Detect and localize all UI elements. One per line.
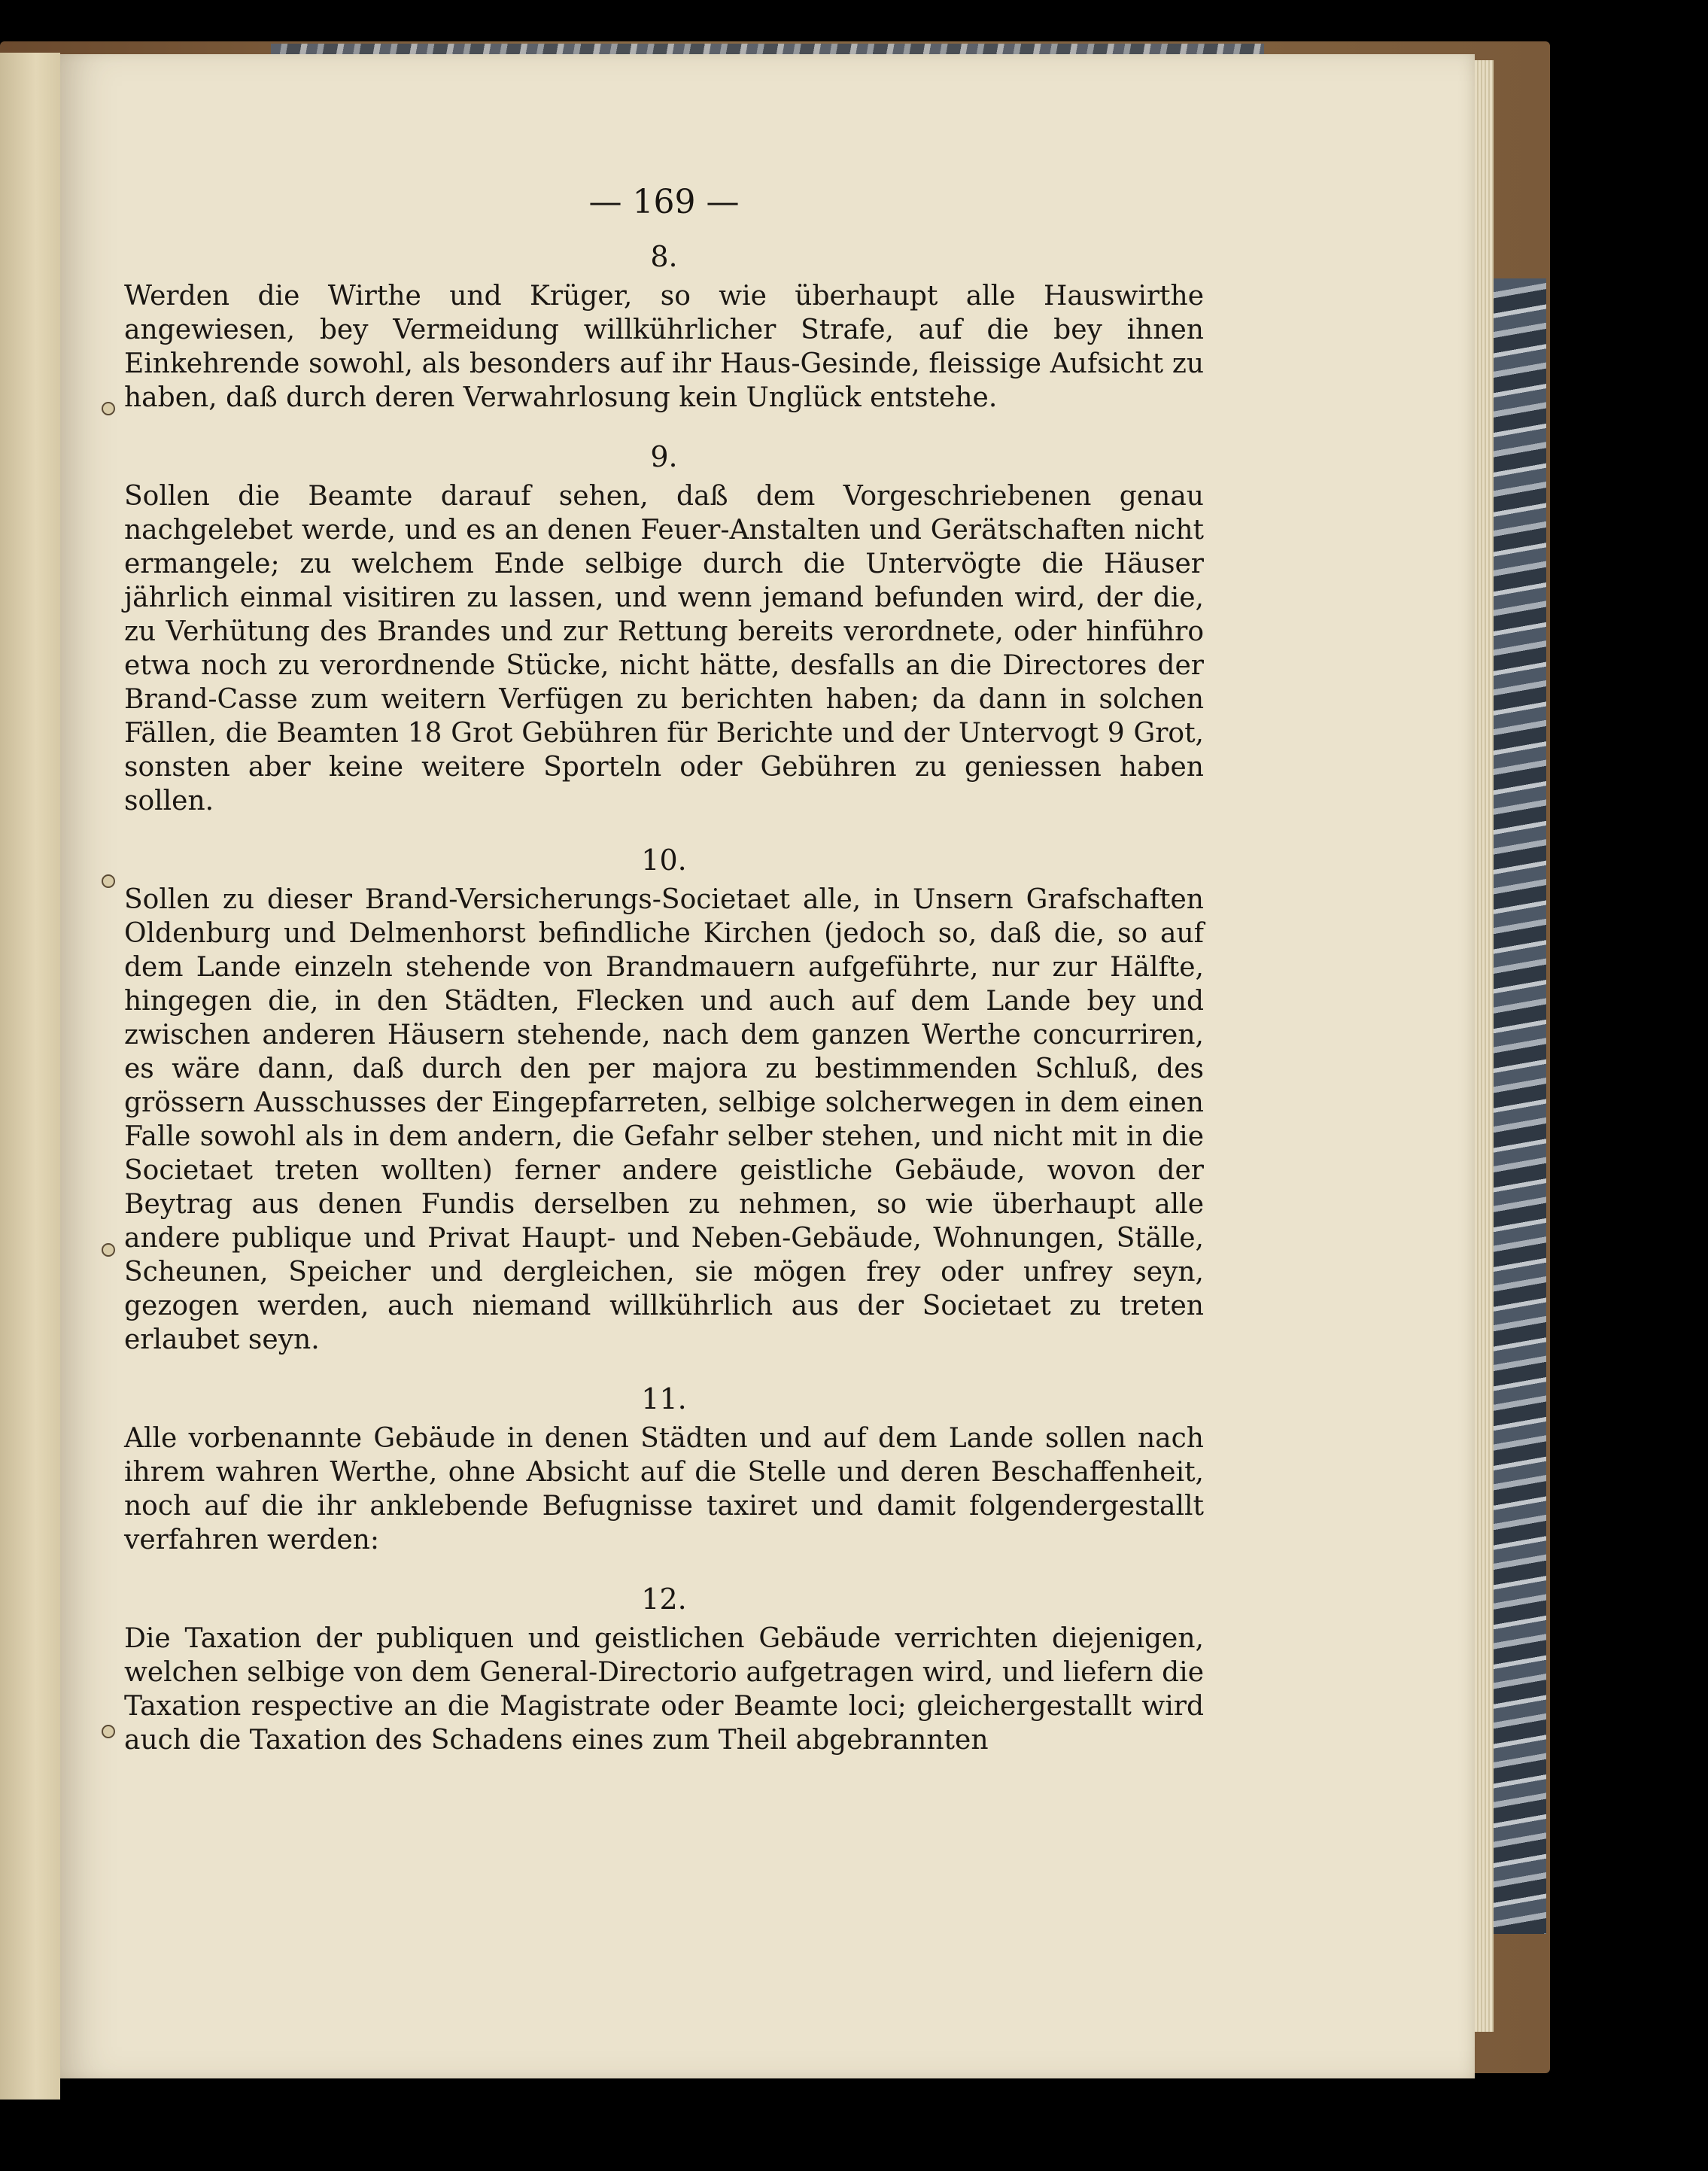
binding-stitch-icon <box>102 1725 115 1738</box>
marbled-fore-edge <box>1494 278 1546 1934</box>
binding-stitch-icon <box>102 402 115 415</box>
section-paragraph: Die Taxation der publiquen und geistlichen Gebäude verrichten diejenigen, welchen selbige von dem General-Directorio aufgetragen wird, und liefern die Taxation respective an die Magistrate oder Beamte loci; gleichergestallt wird auch die Taxation des Schadens eines zum Theil abgebrannten <box>124 1623 1204 1756</box>
section-paragraph: Sollen zu dieser Brand-Versicherungs-Societaet alle, in Unsern Grafschaften Oldenburg und Delmenhorst befindliche Kirchen (jedoch so, daß die, so auf dem Lande einzeln stehende von Brandmauern aufgeführte, nur zur Hälfte, hingegen die, in den Städten, Flecken und auch auf dem Lande bey und zwischen anderen Häusern stehende, nach dem ganzen Werthe concurriren, es wäre dann, daß durch den per majora zu bestimmenden Schluß, des grössern Ausschusses der Eingepfarreten, selbige solcherwegen in dem einen Falle sowohl als in dem andern, die Gefahr selber stehen, und nicht mit in die Societaet treten wollten) ferner andere geistliche Gebäude, wovon der Beytrag aus denen Fundis derselben zu nehmen, so wie überhaupt alle andere publique und Privat Haupt- und Neben-Gebäude, Wohnungen, Ställe, Scheunen, Speicher und dergleichen, sie mögen frey oder unfrey seyn, gezogen werden, auch niemand willkührlich aus der Societaet zu treten erlaubet seyn. <box>124 884 1204 1355</box>
section-number: 11. <box>641 1382 687 1415</box>
page-number: — 169 — <box>588 183 740 221</box>
section-number: 12. <box>641 1583 687 1616</box>
section-number: 8. <box>650 240 678 273</box>
section-number: 10. <box>641 844 687 877</box>
left-page-edge <box>0 53 60 2100</box>
section-paragraph: Werden die Wirthe und Krüger, so wie überhaupt alle Hauswirthe angewiesen, bey Vermeidung willkührlicher Strafe, auf die bey ihnen Einkehrende sowohl, als besonders auf ihr Haus-Gesinde, fleissige Aufsicht zu haben, daß durch deren Verwahrlosung kein Unglück entstehe. <box>124 281 1204 413</box>
section-paragraph: Sollen die Beamte darauf sehen, daß dem Vorgeschriebenen genau nachgelebet werde, und es an denen Feuer-Anstalten und Gerätschaften nicht ermangele; zu welchem Ende selbige durch die Untervögte die Häuser jährlich einmal visitiren zu lassen, und wenn jemand befunden wird, der die, zu Verhütung des Brandes und zur Rettung bereits verordnete, oder hinführo etwa noch zu verordnende Stücke, nicht hätte, desfalls an die Directores der Brand-Casse zum weitern Verfügen zu berichten haben; da dann in solchen Fällen, die Beamten 18 Grot Gebühren für Berichte und der Untervogt 9 Grot, sonsten aber keine weitere Sporteln oder Gebühren zu geniessen haben sollen. <box>124 481 1204 816</box>
binding-stitch-icon <box>102 874 115 888</box>
page-text <box>124 175 1204 1777</box>
section-number: 9. <box>650 440 678 473</box>
section-paragraph: Alle vorbenannte Gebäude in denen Städten und auf dem Lande sollen nach ihrem wahren Werthe, ohne Absicht auf die Stelle und deren Beschaffenheit, noch auf die ihr anklebende Befugnisse taxiret und damit folgendergestallt verfahren werden: <box>124 1423 1204 1555</box>
binding-stitch-icon <box>102 1243 115 1257</box>
